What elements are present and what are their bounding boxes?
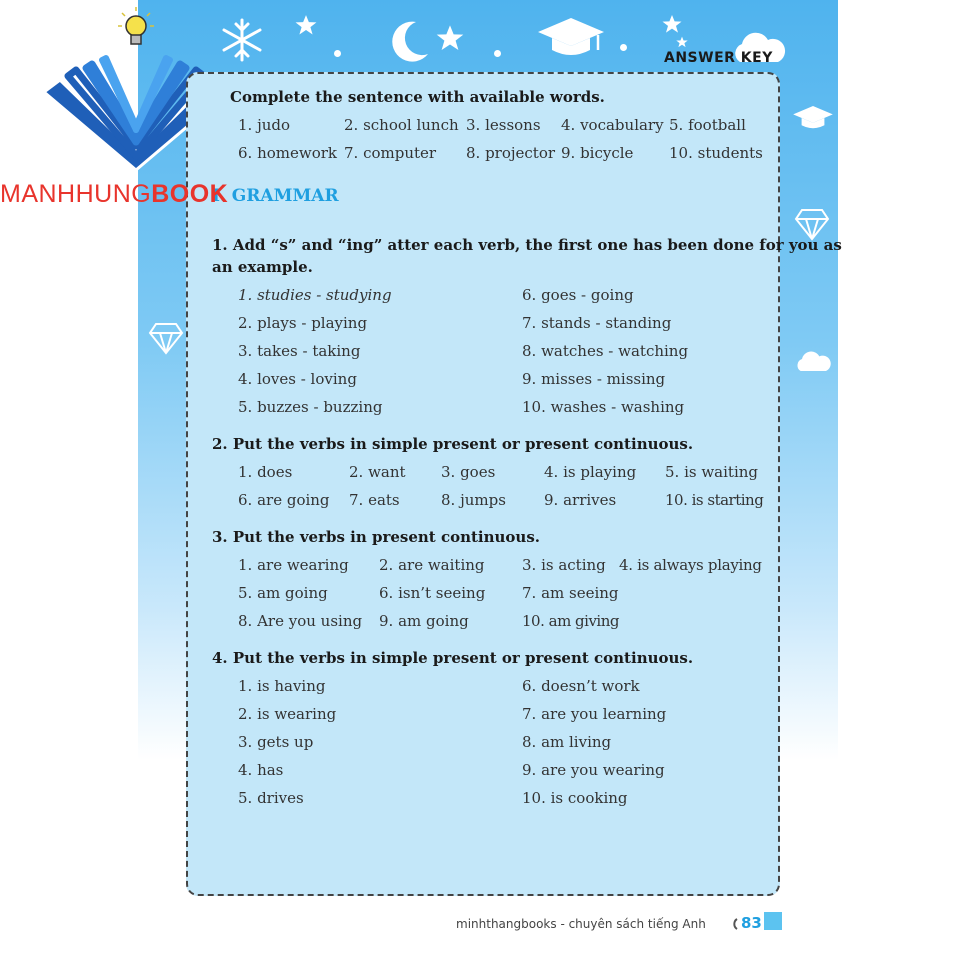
answer-item: 6. homework — [238, 144, 338, 162]
star-icon — [436, 24, 464, 52]
page-number: 83 — [741, 914, 762, 932]
answer-item: 6. isn’t seeing — [379, 584, 486, 602]
answer-item: 10. is cooking — [522, 789, 628, 807]
exercise-title: 3. Put the verbs in present continuous. — [212, 528, 541, 546]
answer-item: 8. am living — [522, 733, 612, 751]
answer-item: 2. is wearing — [238, 705, 337, 723]
answer-item: 3. takes - taking — [238, 342, 361, 360]
answer-item: 4. vocabulary — [561, 116, 664, 134]
page-marker-icon — [730, 918, 738, 930]
answer-item: 7. computer — [344, 144, 437, 162]
star-icon — [676, 36, 688, 48]
exercise-title: 1. Add “s” and “ing” atter each verb, the first one has been done for you as — [212, 236, 842, 254]
answer-item: 8. projector — [466, 144, 556, 162]
answer-item: 8. Are you using — [238, 612, 363, 630]
answer-item: 7. stands - standing — [522, 314, 672, 332]
answer-item: 1. judo — [238, 116, 291, 134]
answer-item: 6. are going — [238, 491, 330, 509]
answer-item: 2. want — [349, 463, 406, 481]
answer-item: 5. am going — [238, 584, 328, 602]
section-title: Complete the sentence with available words. — [230, 88, 605, 106]
answer-item: 2. plays - playing — [238, 314, 368, 332]
lightbulb-icon — [116, 6, 156, 50]
answer-item: 4. is always playing — [619, 556, 762, 574]
answer-item: 5. drives — [238, 789, 304, 807]
exercise-title: 4. Put the verbs in simple present or present continuous. — [212, 649, 694, 667]
cloud-icon — [794, 348, 830, 374]
moon-icon — [386, 18, 432, 64]
answer-item: 2. school lunch — [344, 116, 459, 134]
answer-item: 1. are wearing — [238, 556, 349, 574]
answer-item: 1. does — [238, 463, 293, 481]
star-icon — [295, 14, 317, 36]
answer-item: 5. football — [669, 116, 746, 134]
diamond-icon — [148, 320, 184, 356]
footer-text: minhthangbooks - chuyên sách tiếng Anh — [456, 917, 706, 931]
answer-item: 7. are you learning — [522, 705, 667, 723]
page-number-block — [764, 912, 782, 930]
answer-item: 6. doesn’t work — [522, 677, 640, 695]
answer-item: 4. is playing — [544, 463, 637, 481]
dot-icon — [334, 50, 341, 57]
answer-item: 1. is having — [238, 677, 326, 695]
answer-item: 9. misses - missing — [522, 370, 666, 388]
answer-item: 7. eats — [349, 491, 400, 509]
answer-item: 10. is starting — [665, 491, 764, 509]
answer-item: 9. bicycle — [561, 144, 634, 162]
brand-watermark — [0, 180, 228, 209]
brand-name-part1: MANHHUNG — [0, 180, 152, 208]
answer-item: 9. are you wearing — [522, 761, 665, 779]
answer-item: 4. loves - loving — [238, 370, 357, 388]
dot-icon — [494, 50, 501, 57]
answer-item: 3. lessons — [466, 116, 541, 134]
answer-item: 2. are waiting — [379, 556, 485, 574]
exercise-title-cont: an example. — [212, 258, 313, 276]
answer-item: 8. watches - watching — [522, 342, 689, 360]
answer-item: 5. is waiting — [665, 463, 759, 481]
answer-item: 6. goes - going — [522, 286, 634, 304]
answer-item: 9. arrives — [544, 491, 617, 509]
answer-item: 7. am seeing — [522, 584, 619, 602]
answer-item: 9. am going — [379, 612, 469, 630]
exercise-title: 2. Put the verbs in simple present or present continuous. — [212, 435, 694, 453]
star-icon — [662, 14, 682, 34]
answer-item: 10. washes - washing — [522, 398, 685, 416]
grammar-heading: I. GRAMMAR — [212, 186, 339, 206]
graduation-cap-icon — [792, 104, 834, 132]
answer-item: 10. students — [669, 144, 763, 162]
answer-item: 3. goes — [441, 463, 496, 481]
graduation-cap-icon — [536, 16, 606, 60]
answer-key-label: ANSWER KEY — [664, 50, 773, 66]
answer-item-example: 1. studies - studying — [238, 286, 392, 304]
answer-item: 4. has — [238, 761, 284, 779]
brand-name-part2: BOOK — [151, 180, 229, 208]
answer-item: 8. jumps — [441, 491, 506, 509]
answer-item: 3. gets up — [238, 733, 314, 751]
answer-item: 3. is acting — [522, 556, 606, 574]
dot-icon — [620, 44, 627, 51]
answer-item: 10. am giving — [522, 612, 619, 630]
answer-item: 5. buzzes - buzzing — [238, 398, 383, 416]
